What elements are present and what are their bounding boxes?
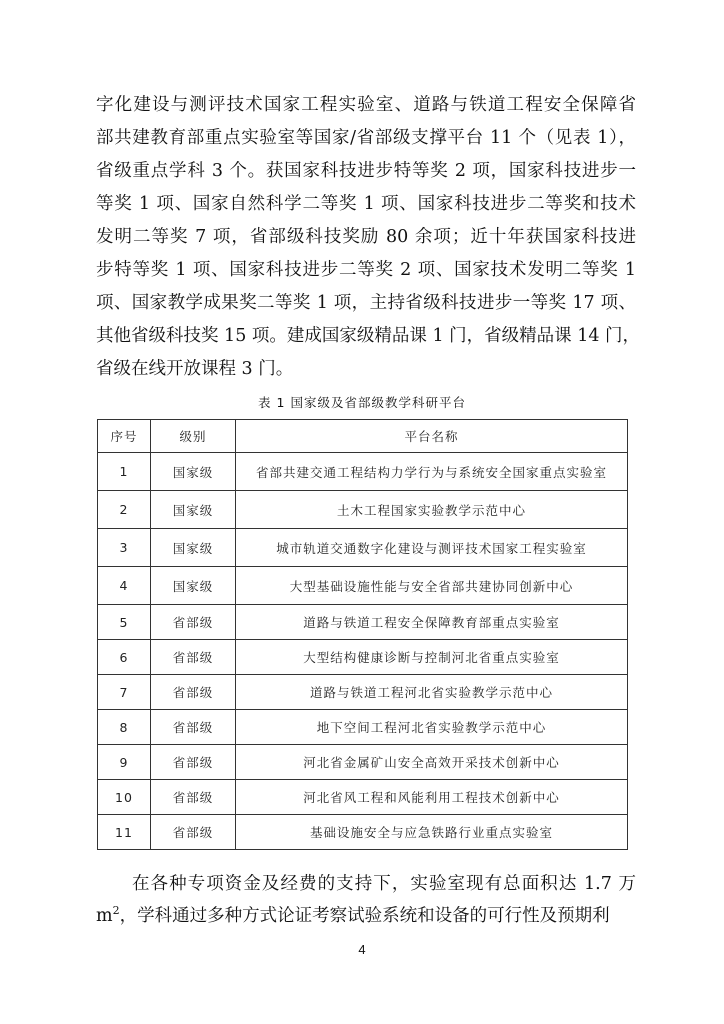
paragraph-line: 部共建教育部重点实验室等国家/省部级支撑平台 11 个（见表 1），: [96, 128, 636, 148]
cell-level: 国家级: [151, 567, 236, 605]
cell-platform-name: 地下空间工程河北省实验教学示范中心: [236, 710, 628, 745]
header-number: 序号: [98, 420, 151, 453]
cell-platform-name: 城市轨道交通数字化建设与测评技术国家工程实验室: [236, 529, 628, 567]
cell-number: 2: [98, 491, 151, 529]
cell-platform-name: 大型基础设施性能与安全省部共建协同创新中心: [236, 567, 628, 605]
cell-number: 8: [98, 710, 151, 745]
paragraph-line: 步特等奖 1 项、国家科技进步二等奖 2 项、国家技术发明二等奖 1: [96, 260, 636, 280]
line-text: ，学科通过多种方式论证考察试验系统和设备的可行性及预期利: [119, 906, 610, 926]
table-row: [98, 567, 628, 605]
cell-level: 省部级: [151, 710, 236, 745]
paragraph-line: 字化建设与测评技术国家工程实验室、道路与铁道工程安全保障省: [96, 95, 636, 115]
header-platform-name: 平台名称: [236, 420, 628, 453]
table-row: [98, 745, 628, 780]
unit-superscript: 2: [112, 904, 120, 918]
cell-number: 5: [98, 605, 151, 640]
cell-level: 省部级: [151, 745, 236, 780]
cell-platform-name: 大型结构健康诊断与控制河北省重点实验室: [236, 640, 628, 675]
cell-number: 3: [98, 529, 151, 567]
cell-platform-name: 省部共建交通工程结构力学行为与系统安全国家重点实验室: [236, 453, 628, 491]
cell-platform-name: 河北省风工程和风能利用工程技术创新中心: [236, 780, 628, 815]
top-paragraph: [96, 95, 641, 395]
cell-number: 4: [98, 567, 151, 605]
paragraph-line: [96, 906, 636, 926]
cell-platform-name: 道路与铁道工程河北省实验教学示范中心: [236, 675, 628, 710]
table-row: [98, 529, 628, 567]
cell-number: 9: [98, 745, 151, 780]
table-row: [98, 491, 628, 529]
table-row: [98, 815, 628, 850]
cell-number: 1: [98, 453, 151, 491]
cell-number: 7: [98, 675, 151, 710]
paragraph-line: 等奖 1 项、国家自然科学二等奖 1 项、国家科技进步二等奖和技术: [96, 194, 636, 214]
page-number: 4: [358, 942, 366, 957]
table-row: [98, 640, 628, 675]
bottom-paragraph: [96, 874, 636, 934]
cell-platform-name: 基础设施安全与应急铁路行业重点实验室: [236, 815, 628, 850]
header-level: 级别: [151, 420, 236, 453]
paragraph-line: 省级在线开放课程 3 门。: [96, 359, 294, 379]
cell-level: 省部级: [151, 675, 236, 710]
cell-number: 6: [98, 640, 151, 675]
cell-level: 省部级: [151, 780, 236, 815]
cell-level: 国家级: [151, 491, 236, 529]
table-row: [98, 605, 628, 640]
paragraph-line: 省级重点学科 3 个。获国家科技进步特等奖 2 项，国家科技进步一: [96, 161, 636, 181]
unit-text: m: [96, 906, 113, 926]
cell-level: 国家级: [151, 529, 236, 567]
paragraph-line: 发明二等奖 7 项，省部级科技奖励 80 余项；近十年获国家科技进: [96, 227, 636, 247]
cell-platform-name: 道路与铁道工程安全保障教育部重点实验室: [236, 605, 628, 640]
platform-table: [97, 419, 628, 850]
table-caption: 表 1 国家级及省部级教学科研平台: [258, 395, 466, 410]
cell-number: 10: [98, 780, 151, 815]
table-row: [98, 453, 628, 491]
paragraph-line: 项、国家教学成果奖二等奖 1 项，主持省级科技进步一等奖 17 项、: [96, 293, 636, 313]
cell-platform-name: 土木工程国家实验教学示范中心: [236, 491, 628, 529]
paragraph-line: 其他省级科技奖 15 项。建成国家级精品课 1 门，省级精品课 14 门，: [96, 326, 641, 346]
cell-level: 国家级: [151, 453, 236, 491]
table-row: [98, 675, 628, 710]
table-header-row: [98, 420, 628, 453]
cell-number: 11: [98, 815, 151, 850]
cell-level: 省部级: [151, 815, 236, 850]
cell-level: 省部级: [151, 605, 236, 640]
paragraph-line: 在各种专项资金及经费的支持下，实验室现有总面积达 1.7 万: [132, 874, 636, 894]
cell-platform-name: 河北省金属矿山安全高效开采技术创新中心: [236, 745, 628, 780]
cell-level: 省部级: [151, 640, 236, 675]
table-row: [98, 780, 628, 815]
table-row: [98, 710, 628, 745]
